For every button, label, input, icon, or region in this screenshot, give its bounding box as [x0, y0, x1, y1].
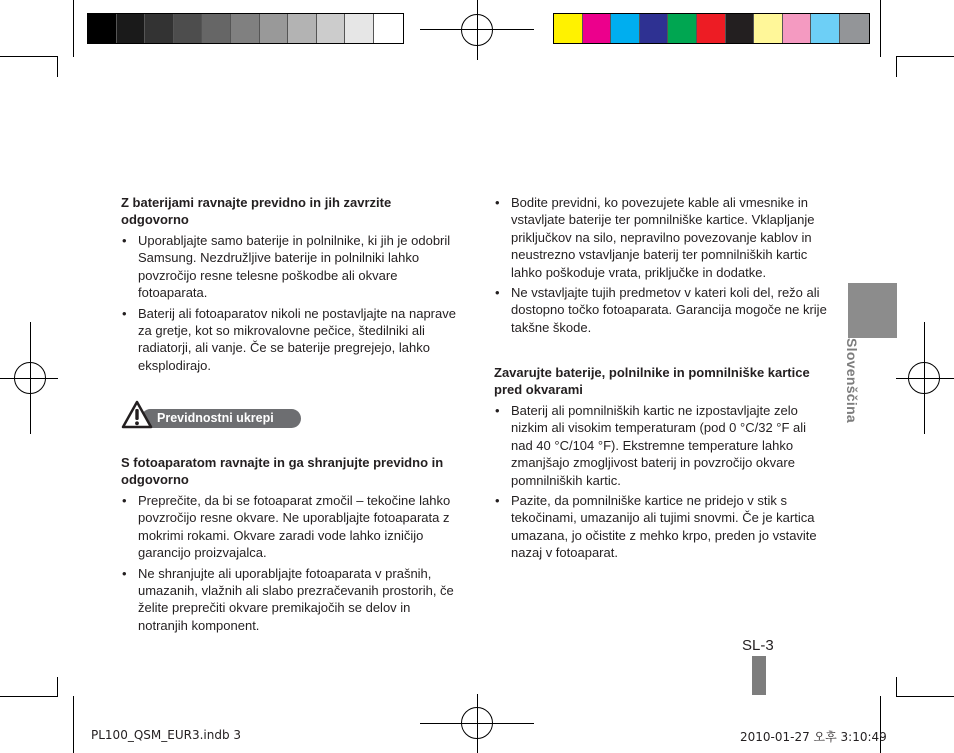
color-swatch	[811, 14, 840, 43]
gray-swatch	[117, 14, 146, 43]
left-column	[121, 194, 461, 377]
gray-swatch	[345, 14, 374, 43]
bullet-list	[494, 402, 828, 562]
gray-swatch	[202, 14, 231, 43]
language-tab-label: Slovenščina	[844, 338, 860, 424]
color-swatch	[783, 14, 812, 43]
list-item: • Ne vstavljajte tujih predmetov v kateri koli del, režo ali dostopno točko fotoaparata. Garancija mogoče ne krije takšne škode.	[494, 284, 828, 336]
list-item: • Baterij ali fotoaparatov nikoli ne postavljajte na naprave za gretje, kot so mikrovalovne pečice, štedilniki ali radiatorji, ali vanje. Če se baterije pregrejejo, lahko eksplodirajo.	[121, 305, 461, 375]
gray-swatch	[174, 14, 203, 43]
list-item: • Pazite, da pomnilniške kartice ne pridejo v stik s tekočinami, umazanijo ali tujimi snovmi. Če je kartica umazana, jo očistite z mehko krpo, preden jo vstavite nazaj v fotoaparat.	[494, 492, 828, 562]
color-swatch	[640, 14, 669, 43]
color-swatch	[668, 14, 697, 43]
color-swatch	[840, 14, 869, 43]
warning-badge	[121, 406, 301, 429]
list-item: • Preprečite, da bi se fotoaparat zmočil – tekočine lahko povzročijo resne okvare. Ne uporabljajte fotoaparata z mokrimi rokami. Okvare zaradi vode lahko izničijo garancijo proizvajalca.	[121, 492, 461, 562]
color-swatch	[726, 14, 755, 43]
gray-swatch	[88, 14, 117, 43]
color-swatch	[583, 14, 612, 43]
warning-triangle-icon	[121, 400, 153, 430]
gray-swatch	[260, 14, 289, 43]
grayscale-color-bar	[87, 13, 404, 44]
bullet-list	[121, 492, 461, 634]
list-item: • Baterij ali pomnilniških kartic ne izpostavljajte zelo nizkim ali visokim temperaturam (pod 0 °C/32 °F ali nad 40 °C/104 °F). Ekstremne temperature lahko zmanjšajo zmogljivost baterij in povzročijo okvare pomnilniških kartic.	[494, 402, 828, 489]
bullet-list	[121, 232, 461, 374]
section-heading-camera: S fotoaparatom ravnajte in ga shranjujte previdno in odgovorno	[121, 455, 444, 487]
section-heading-batteries: Z baterijami ravnajte previdno in jih zavrzite odgovorno	[121, 195, 392, 227]
right-column-section3	[494, 364, 828, 565]
right-column	[494, 194, 828, 339]
list-item: • Uporabljajte samo baterije in polnilnike, ki jih je odobril Samsung. Nezdružljive baterije in polnilniki lahko povzročijo resne telesne poškodbe ali okvare fotoaparata.	[121, 232, 461, 302]
color-swatch	[754, 14, 783, 43]
gray-swatch	[374, 14, 403, 43]
bullet-list	[494, 194, 828, 336]
section-heading-protect: Zavarujte baterije, polnilnike in pomnilniške kartice pred okvarami	[494, 365, 810, 397]
color-swatch	[697, 14, 726, 43]
footer-timestamp: 2010-01-27 오후 3:10:49	[740, 730, 887, 744]
left-column-section2	[121, 454, 461, 637]
color-swatch	[554, 14, 583, 43]
footer-file-info: PL100_QSM_EUR3.indb 3	[91, 728, 242, 742]
page-number: SL-3	[742, 637, 774, 654]
cmyk-color-bar	[553, 13, 870, 44]
gray-swatch	[231, 14, 260, 43]
language-tab	[848, 283, 897, 338]
gray-swatch	[288, 14, 317, 43]
list-item: • Ne shranjujte ali uporabljajte fotoaparata v prašnih, umazanih, vlažnih ali slabo prezračevanih prostorih, če želite preprečiti okvare premikajočih se delov in notranjih komponent.	[121, 565, 461, 635]
color-swatch	[611, 14, 640, 43]
gray-swatch	[145, 14, 174, 43]
page-number-bar	[752, 656, 766, 695]
warning-badge-label: Previdnostni ukrepi	[141, 409, 301, 428]
list-item: • Bodite previdni, ko povezujete kable ali vmesnike in vstavljate baterije ter pomnilniške kartice. Vklapljanje priključkov na silo, nepravilno povezovanje kablov in neustrezno vstavljanje baterij ter pomnilniških kartic lahko poškoduje vrata, priključke in dodatke.	[494, 194, 828, 281]
gray-swatch	[317, 14, 346, 43]
